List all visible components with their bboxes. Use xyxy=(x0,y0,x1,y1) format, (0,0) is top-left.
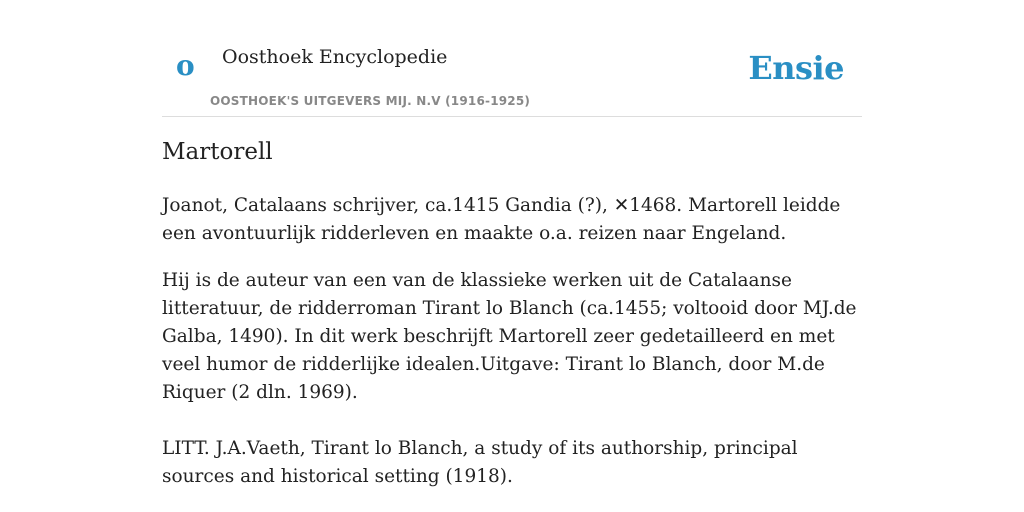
site-title-link[interactable]: Oosthoek Encyclopedie xyxy=(222,46,448,68)
entry-paragraph-1: Joanot, Catalaans schrijver, ca.1415 Gandia (?), ✕1468. Martorell leidde een avontuurlijk ridderleven en maakte o.a. reizen naar Engeland. xyxy=(162,195,841,244)
entry-paragraph-2: Hij is de auteur van een van de klassieke werken uit de Catalaanse litteratuur, de ridderroman Tirant lo Blanch (ca.1455; voltooid door MJ.de Galba, 1490). In dit werk beschrijft Martorell zeer gedetailleerd en met veel humor de ridderlijke idealen.Uitgave: Tirant lo Blanch, door M.de Riquer (2 dln. 1969). xyxy=(162,270,857,403)
oosthoek-logo[interactable]: o xyxy=(176,49,195,82)
entry-content xyxy=(162,192,862,491)
publisher-label: OOSTHOEK'S UITGEVERS MIJ. N.V (1916-1925) xyxy=(210,94,531,108)
entry-title: Martorell xyxy=(162,139,273,165)
article-card xyxy=(162,0,862,487)
ensie-logo[interactable]: Ensie xyxy=(748,49,844,87)
entry-literature: LITT. J.A.Vaeth, Tirant lo Blanch, a study of its authorship, principal sources and historical setting (1918). xyxy=(162,438,798,487)
header xyxy=(162,0,862,117)
